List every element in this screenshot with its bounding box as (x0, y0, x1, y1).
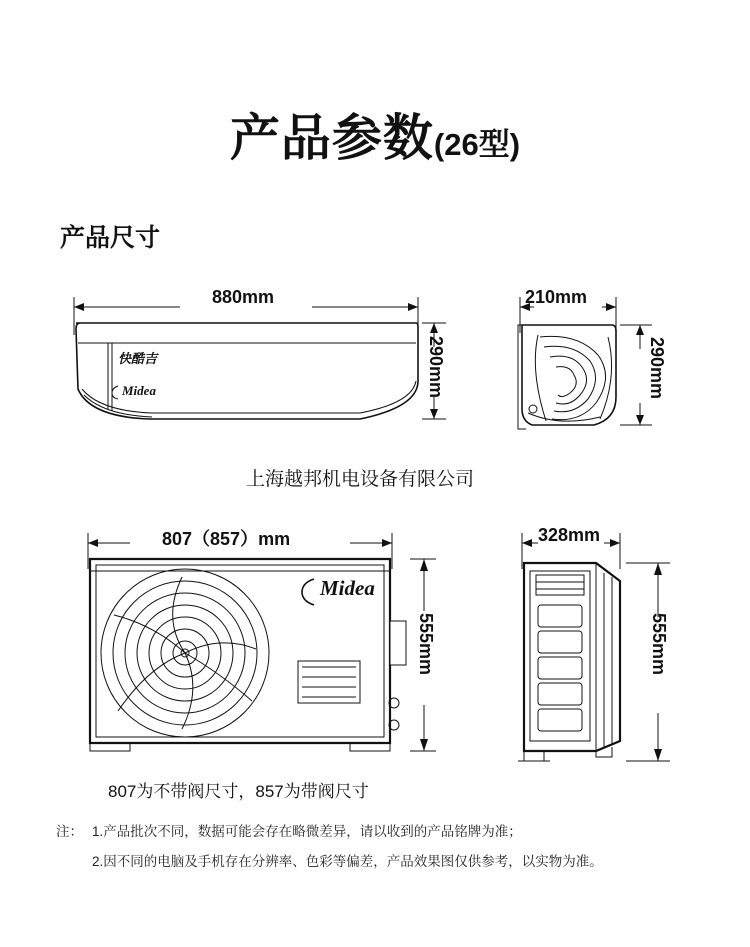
outdoor-unit-body (90, 559, 406, 751)
indoor-unit-body (76, 323, 418, 419)
outdoor-valve-caption: 807为不带阀尺寸，857为带阀尺寸 (108, 782, 369, 801)
outdoor-side-width-label: 328mm (538, 525, 601, 545)
page-title-main: 产品参数 (229, 110, 434, 166)
outdoor-front-height-label: 555mm (416, 613, 436, 676)
svg-text:Midea: Midea (122, 383, 156, 398)
indoor-side-height-label: 290mm (647, 337, 667, 400)
note-item-2: 2.因不同的电脑及手机存在分辨率、色彩等偏差，产品效果图仅供参考，以实物为准。 (92, 854, 603, 869)
indoor-unit-front-diagram (60, 285, 450, 455)
indoor-front-height-label: 290mm (426, 336, 446, 399)
company-name: 上海越邦机电设备有限公司 (246, 469, 475, 490)
outdoor-unit-side-diagram (500, 525, 700, 775)
outdoor-side-height-label: 555mm (649, 613, 669, 676)
outdoor-unit-front-diagram (70, 525, 440, 775)
notes-prefix: 注： (56, 824, 83, 839)
page-title-model: (26型) (433, 127, 521, 162)
page-title (0, 0, 750, 170)
svg-text:Midea: Midea (320, 576, 375, 600)
note-item-1: 1.产品批次不同，数据可能会存在略微差异，请以收到的产品铭牌为准； (92, 824, 522, 839)
indoor-side-width-label: 210mm (525, 287, 588, 307)
outdoor-side-body (518, 563, 620, 761)
section-title-dimensions: 产品尺寸 (60, 224, 161, 252)
outdoor-front-width-label: 807（857）mm (162, 529, 291, 549)
indoor-logo-text: 快酷吉 (118, 351, 158, 366)
indoor-front-width-label: 880mm (212, 287, 275, 307)
indoor-side-body (518, 325, 616, 429)
